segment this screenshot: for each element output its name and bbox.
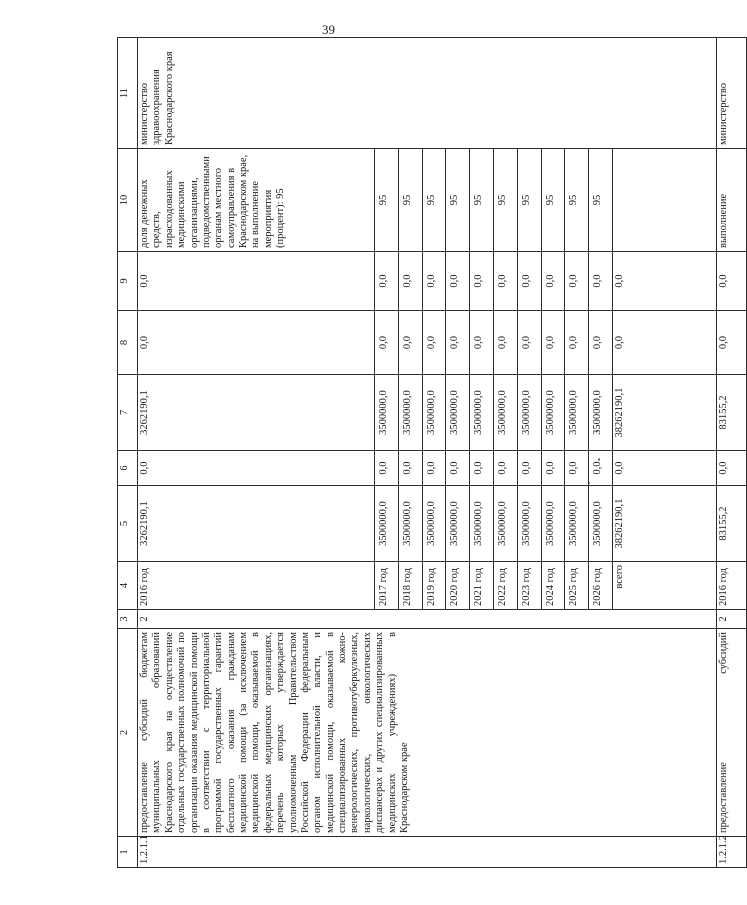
value-cell: 0,0 xyxy=(422,252,446,311)
value-cell: 3500000,0 xyxy=(493,486,517,562)
year-cell: 2025 год xyxy=(565,562,589,610)
header-cell: 9 xyxy=(118,252,138,311)
header-cell: 1 xyxy=(118,837,138,868)
total-value: 38262190,1 xyxy=(612,375,716,451)
value-cell: 0,0 xyxy=(565,252,589,311)
value-cell: 3500000,0 xyxy=(517,375,541,451)
indicator-empty xyxy=(612,149,716,252)
header-cell: 5 xyxy=(118,486,138,562)
year-cell: 2023 год xyxy=(517,562,541,610)
program-table xyxy=(117,37,747,868)
value-cell: 3500000,0 xyxy=(422,375,446,451)
indicator-value: 95 xyxy=(493,149,517,252)
value-cell: 0,0 xyxy=(517,451,541,486)
value-cell: 0,0 xyxy=(446,252,470,311)
year-cell: 2019 год xyxy=(422,562,446,610)
value-cell: 0,0 xyxy=(716,451,746,486)
value-cell: 3500000,0 xyxy=(398,375,422,451)
indicator-value: 95 xyxy=(422,149,446,252)
value-cell: 83155,2 xyxy=(716,486,746,562)
value-cell: 0,0 xyxy=(470,311,494,375)
value-cell: 3500000,0 xyxy=(470,375,494,451)
value-cell: 3500000,0 xyxy=(517,486,541,562)
value-cell: 3500000,0 xyxy=(446,486,470,562)
total-value: 0,0 xyxy=(612,252,716,311)
year-cell: 2024 год xyxy=(541,562,565,610)
value-cell: 3500000,0 xyxy=(422,486,446,562)
value-cell: 3500000,0 xyxy=(589,375,613,451)
indicator-value: 95 xyxy=(398,149,422,252)
row-id: 1.2.1.2 xyxy=(716,837,746,868)
table-row xyxy=(716,38,746,868)
measure-name: предоставление субсидий xyxy=(716,629,746,837)
table-row xyxy=(138,38,375,868)
column-3-value: 2 xyxy=(716,610,746,629)
value-cell: 0,0 xyxy=(517,311,541,375)
header-cell: 11 xyxy=(118,38,138,149)
value-cell: 0,0 xyxy=(470,252,494,311)
year-cell: 2017 год xyxy=(375,562,399,610)
value-cell: 0,0 xyxy=(541,311,565,375)
value-cell: 0,0 xyxy=(589,451,613,486)
measure-name: предоставление субсидий бюджетам муниципальных образований Краснодарского края на осуществление отдельных государственных полномочий по организации оказания медицинской помощи в соответствии с территориальной программой государственных гарантий бесплатного оказания гражданам медицинской помощи (за исключением медицинской помощи, оказываемой в федеральных медицинских организациях, перечень которых утверждается уполномоченным Правительством Российской Федерации федеральным органом исполнительной власти, и медицинской помощи, оказываемой в специализированных кожно-венерологических, противотуберкулезных, наркологических, онкологических диспансерах и других специализированных медицинских учреждениях) в Краснодарском крае xyxy=(138,629,717,837)
value-cell: 3500000,0 xyxy=(541,375,565,451)
value-cell: 3262190,1 xyxy=(138,375,375,451)
indicator-text: доля денежных средств, израсходованных медицинскими организациями, подведомственными органам местного самоуправления в Краснодарском крае, на выполнение мероприятия (процент): 95 xyxy=(138,149,375,252)
header-cell: 10 xyxy=(118,149,138,252)
column-3-value: 2 xyxy=(138,610,717,629)
value-cell: 0,0 xyxy=(517,252,541,311)
value-cell: 0,0 xyxy=(375,311,399,375)
responsible-org: министерство xyxy=(716,38,746,149)
indicator-value: 95 xyxy=(446,149,470,252)
value-cell: 0,0 xyxy=(589,311,613,375)
value-cell: 83155,2 xyxy=(716,375,746,451)
total-value: 0,0 xyxy=(612,451,716,486)
indicator-value: 95 xyxy=(565,149,589,252)
value-cell: 0,0 xyxy=(541,252,565,311)
value-cell: 3500000,0 xyxy=(446,375,470,451)
indicator-text: выполнение xyxy=(716,149,746,252)
value-cell: 3500000,0 xyxy=(375,375,399,451)
header-row xyxy=(118,38,138,868)
value-cell: 0,0 xyxy=(565,311,589,375)
indicator-value: 95 xyxy=(517,149,541,252)
page-number: 39 xyxy=(322,22,335,37)
total-label: всего xyxy=(612,562,716,610)
value-cell: 0,0 xyxy=(716,252,746,311)
value-cell: 0,0 xyxy=(398,311,422,375)
year-cell: 2021 год xyxy=(470,562,494,610)
value-cell: 0,0 xyxy=(138,252,375,311)
value-cell: 0,0 xyxy=(138,311,375,375)
value-cell: 0,0 xyxy=(375,451,399,486)
year-cell: 2016 год xyxy=(716,562,746,610)
year-cell: 2020 год xyxy=(446,562,470,610)
header-cell: 4 xyxy=(118,562,138,610)
year-cell: 2016 год xyxy=(138,562,375,610)
value-cell: 0,0 xyxy=(398,252,422,311)
value-cell: 0,0 xyxy=(493,451,517,486)
year-cell: 2022 год xyxy=(493,562,517,610)
value-cell: 0,0 xyxy=(493,311,517,375)
total-value: 0,0 xyxy=(612,311,716,375)
year-cell: 2018 год xyxy=(398,562,422,610)
header-cell: 8 xyxy=(118,311,138,375)
value-cell: 3500000,0 xyxy=(493,375,517,451)
value-cell: 0,0 xyxy=(541,451,565,486)
header-cell: 2 xyxy=(118,629,138,837)
header-cell: 3 xyxy=(118,610,138,629)
value-cell: 0,0 xyxy=(716,311,746,375)
value-cell: 0,0 xyxy=(138,451,375,486)
value-cell: 0,0 xyxy=(446,451,470,486)
value-cell: 3500000,0 xyxy=(565,486,589,562)
value-cell: 0,0 xyxy=(375,252,399,311)
value-cell: 0,0 xyxy=(565,451,589,486)
value-cell: 0,0 xyxy=(470,451,494,486)
value-cell: 3500000,0 xyxy=(565,375,589,451)
total-value: 38262190,1 xyxy=(612,486,716,562)
value-cell: 3500000,0 xyxy=(541,486,565,562)
value-cell: 3500000,0 xyxy=(398,486,422,562)
header-cell: 6 xyxy=(118,451,138,486)
row-id: 1.2.1.1 xyxy=(138,837,717,868)
value-cell: 3500000,0 xyxy=(470,486,494,562)
indicator-value: 95 xyxy=(589,149,613,252)
indicator-value: 95 xyxy=(375,149,399,252)
value-cell: 3500000,0 xyxy=(375,486,399,562)
value-cell: 0,0 xyxy=(422,311,446,375)
value-cell: 0,0 xyxy=(446,311,470,375)
responsible-org: министерство здравоохранения Краснодарского края xyxy=(138,38,717,149)
value-cell: 0,0 xyxy=(493,252,517,311)
value-cell: 0,0 xyxy=(422,451,446,486)
value-cell: 0,0 xyxy=(398,451,422,486)
value-cell: 3262190,1 xyxy=(138,486,375,562)
value-cell: 3500000,0 xyxy=(589,486,613,562)
value-cell: 0,0 xyxy=(589,252,613,311)
indicator-value: 95 xyxy=(470,149,494,252)
rotated-table-frame xyxy=(117,38,729,868)
header-cell: 7 xyxy=(118,375,138,451)
year-cell: 2026 год xyxy=(589,562,613,610)
indicator-value: 95 xyxy=(541,149,565,252)
